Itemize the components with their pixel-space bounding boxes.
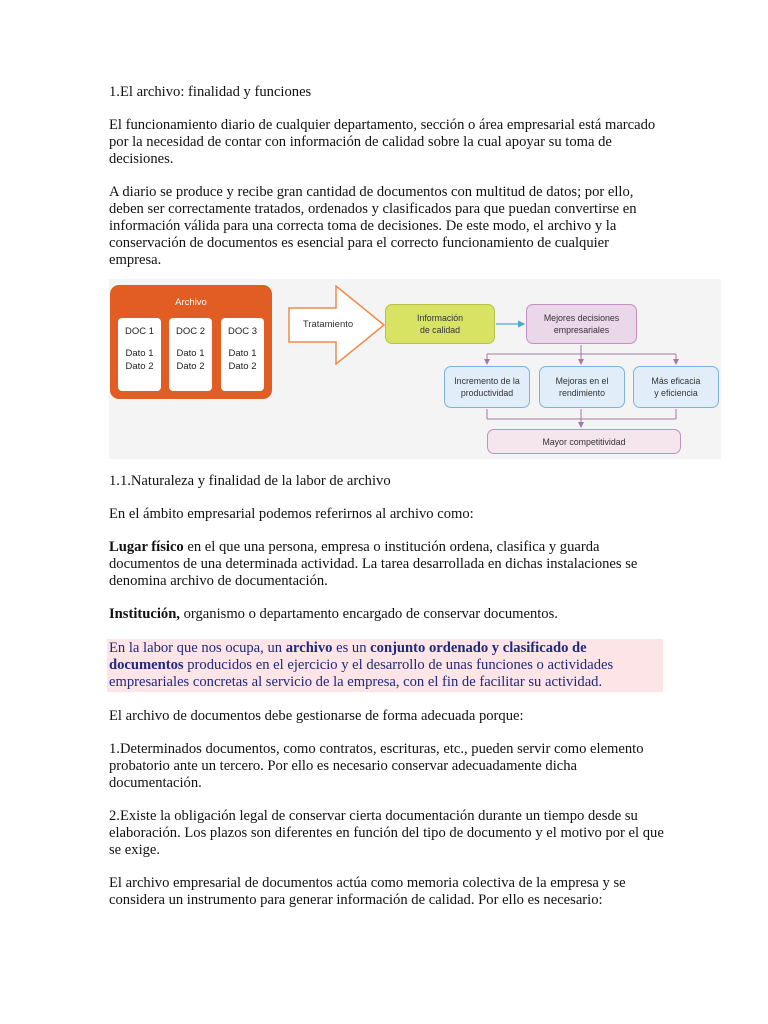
info-line-1: Información [417,313,463,323]
lugar-fisico-term: Lugar físico [109,539,184,555]
incremento-line-1: Incremento de la [454,376,520,386]
definition-term-archivo: archivo [285,640,333,656]
doc-name: DOC 2 [175,326,206,337]
institucion-paragraph [109,606,664,623]
doc-data-2: Dato 2 [125,361,154,372]
definition-text-c: es un [332,640,371,656]
info-line-2: de calidad [419,325,461,335]
doc-data-2: Dato 2 [176,361,205,372]
lugar-fisico-text: en el que una persona, empresa o institución ordena, clasifica y guarda documentos de una determinada actividad. La tarea desarrollada en dichas instalaciones se denomina archivo de documentación. [109,539,638,589]
mayor-competitividad-node [487,429,681,454]
definition-text-e: producidos en el ejercicio y el desarrollo de unas funciones o actividades empresariales concretas al servicio de la empresa, con el fin de facilitar su actividad. [109,657,614,690]
mejoras-line-2: rendimiento [559,388,605,398]
definition-term-conjunto: conjunto ordenado y clasificado de documentos [109,640,587,673]
paragraph-2: A diario se produce y recibe gran cantidad de documentos con multitud de datos; por ello, deben ser correctamente tratados, ordenados y clasificados para que puedan convertirse en información válida para una correcta toma de decisiones. De este modo, el archivo y la conservación de documentos es esencial para el correcto funcionamiento de cualquier empresa. [109,184,637,268]
mejores-decisiones-node [526,304,637,344]
paragraph-1: El funcionamiento diario de cualquier departamento, sección o área empresarial está marcado por la necesidad de contar con información de calidad sobre la cual apoyar su toma de decisiones. [109,117,656,167]
section-heading-1: 1.El archivo: finalidad y funciones [109,84,312,100]
incremento-productividad-node [444,366,530,408]
paragraph-3: En el ámbito empresarial podemos referirnos al archivo como: [109,506,474,522]
decisiones-line-1: Mejores decisiones [543,313,620,323]
document-page [109,84,701,909]
mas-eficacia-node [633,366,719,408]
eficacia-line-2: y eficiencia [654,388,698,398]
mejoras-line-1: Mejoras en el [555,376,609,386]
info-calidad-node [385,304,495,344]
doc-data-1: Dato 1 [125,348,154,359]
paragraph-5: El archivo empresarial de documentos actúa como memoria colectiva de la empresa y se considera un instrumento para generar información de calidad. Por ello es necesario: [109,875,626,908]
institucion-text: organismo o departamento encargado de conservar documentos. [179,606,558,622]
paragraph-4: El archivo de documentos debe gestionarse de forma adecuada porque: [109,708,524,724]
eficacia-line-1: Más eficacia [651,376,701,386]
list-item-1: 1.Determinados documentos, como contratos, escrituras, etc., pueden servir como elemento probatorio ante un tercero. Por ello es necesario conservar adecuadamente dicha documentación. [109,741,644,791]
doc-name: DOC 1 [124,326,155,337]
mejoras-rendimiento-node [539,366,625,408]
list-item-2: 2.Existe la obligación legal de conservar cierta documentación durante un tiempo desde su elaboración. Los plazos son diferentes en función del tipo de documento y el motivo por el que se exige. [109,808,664,858]
archivo-label: Archivo [175,297,207,308]
section-heading-2: 1.1.Naturaleza y finalidad de la labor de archivo [109,473,391,489]
incremento-line-2: productividad [460,388,514,398]
highlighted-definition [107,639,663,692]
archive-diagram [109,279,721,459]
definition-text-a: En la labor que nos ocupa, un [109,640,286,656]
competitividad-label: Mayor competitividad [542,436,626,447]
doc-data-1: Dato 1 [228,348,257,359]
doc-name: DOC 3 [227,326,258,337]
institucion-term: Institución, [109,606,180,622]
decisiones-line-2: empresariales [553,325,610,335]
tratamiento-label: Tratamiento [302,319,354,330]
lugar-fisico-paragraph [109,539,664,590]
doc-data-1: Dato 1 [176,348,205,359]
doc-data-2: Dato 2 [228,361,257,372]
